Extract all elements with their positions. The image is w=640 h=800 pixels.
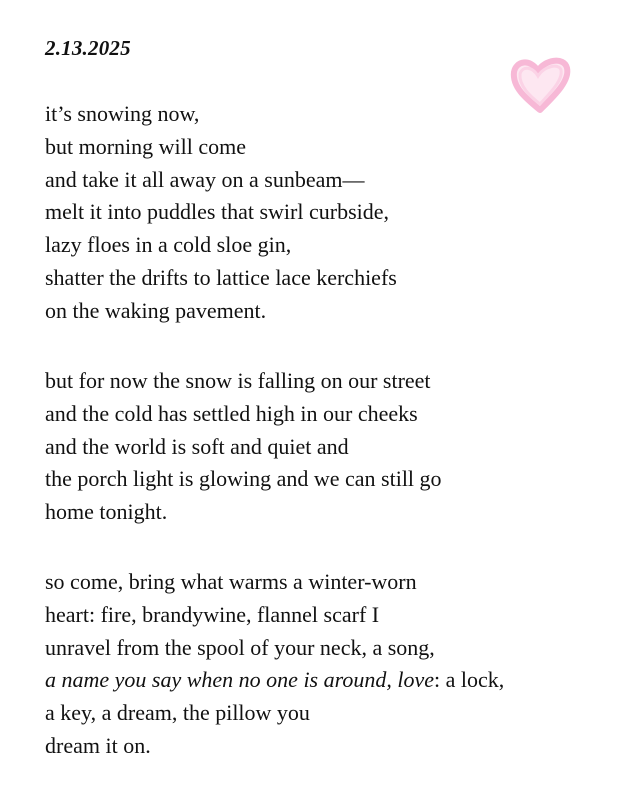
poem-line: but morning will come: [45, 133, 247, 159]
poem-line: the porch light is glowing and we can still go: [45, 466, 442, 492]
poem-line: lazy floes in a cold sloe gin,: [45, 232, 292, 258]
poem-line: it’s snowing now,: [45, 101, 200, 126]
stanza-2: [45, 365, 442, 529]
poem-line: heart: fire, brandywine, flannel scarf I: [45, 601, 380, 627]
stanza-3: [45, 566, 504, 763]
poem-line: dream it on.: [45, 732, 151, 758]
poem-line: shatter the drifts to lattice lace kerchiefs: [45, 264, 397, 290]
poem-line: unravel from the spool of your neck, a song,: [45, 634, 435, 660]
poem-line-roman-part: : a lock,: [434, 667, 505, 693]
poem-line-italic-mixed: [45, 664, 504, 697]
poem-line: and take it all away on a sunbeam—: [45, 166, 365, 192]
poem-line: melt it into puddles that swirl curbside,: [45, 199, 390, 225]
poem-line: so come, bring what warms a winter-worn: [45, 569, 417, 594]
poem-line: home tonight.: [45, 499, 168, 525]
poem-line: and the cold has settled high in our cheeks: [45, 400, 418, 426]
poem-line: on the waking pavement.: [45, 297, 267, 323]
poem-line-italic-part: a name you say when no one is around, love: [45, 667, 435, 693]
poem-line: a key, a dream, the pillow you: [45, 700, 310, 726]
poem-line: but for now the snow is falling on our street: [45, 368, 431, 393]
stanza-1: [45, 98, 397, 328]
poem-line: and the world is soft and quiet and: [45, 433, 349, 459]
poem-date: 2.13.2025: [45, 36, 131, 60]
heart-icon: [506, 54, 574, 118]
